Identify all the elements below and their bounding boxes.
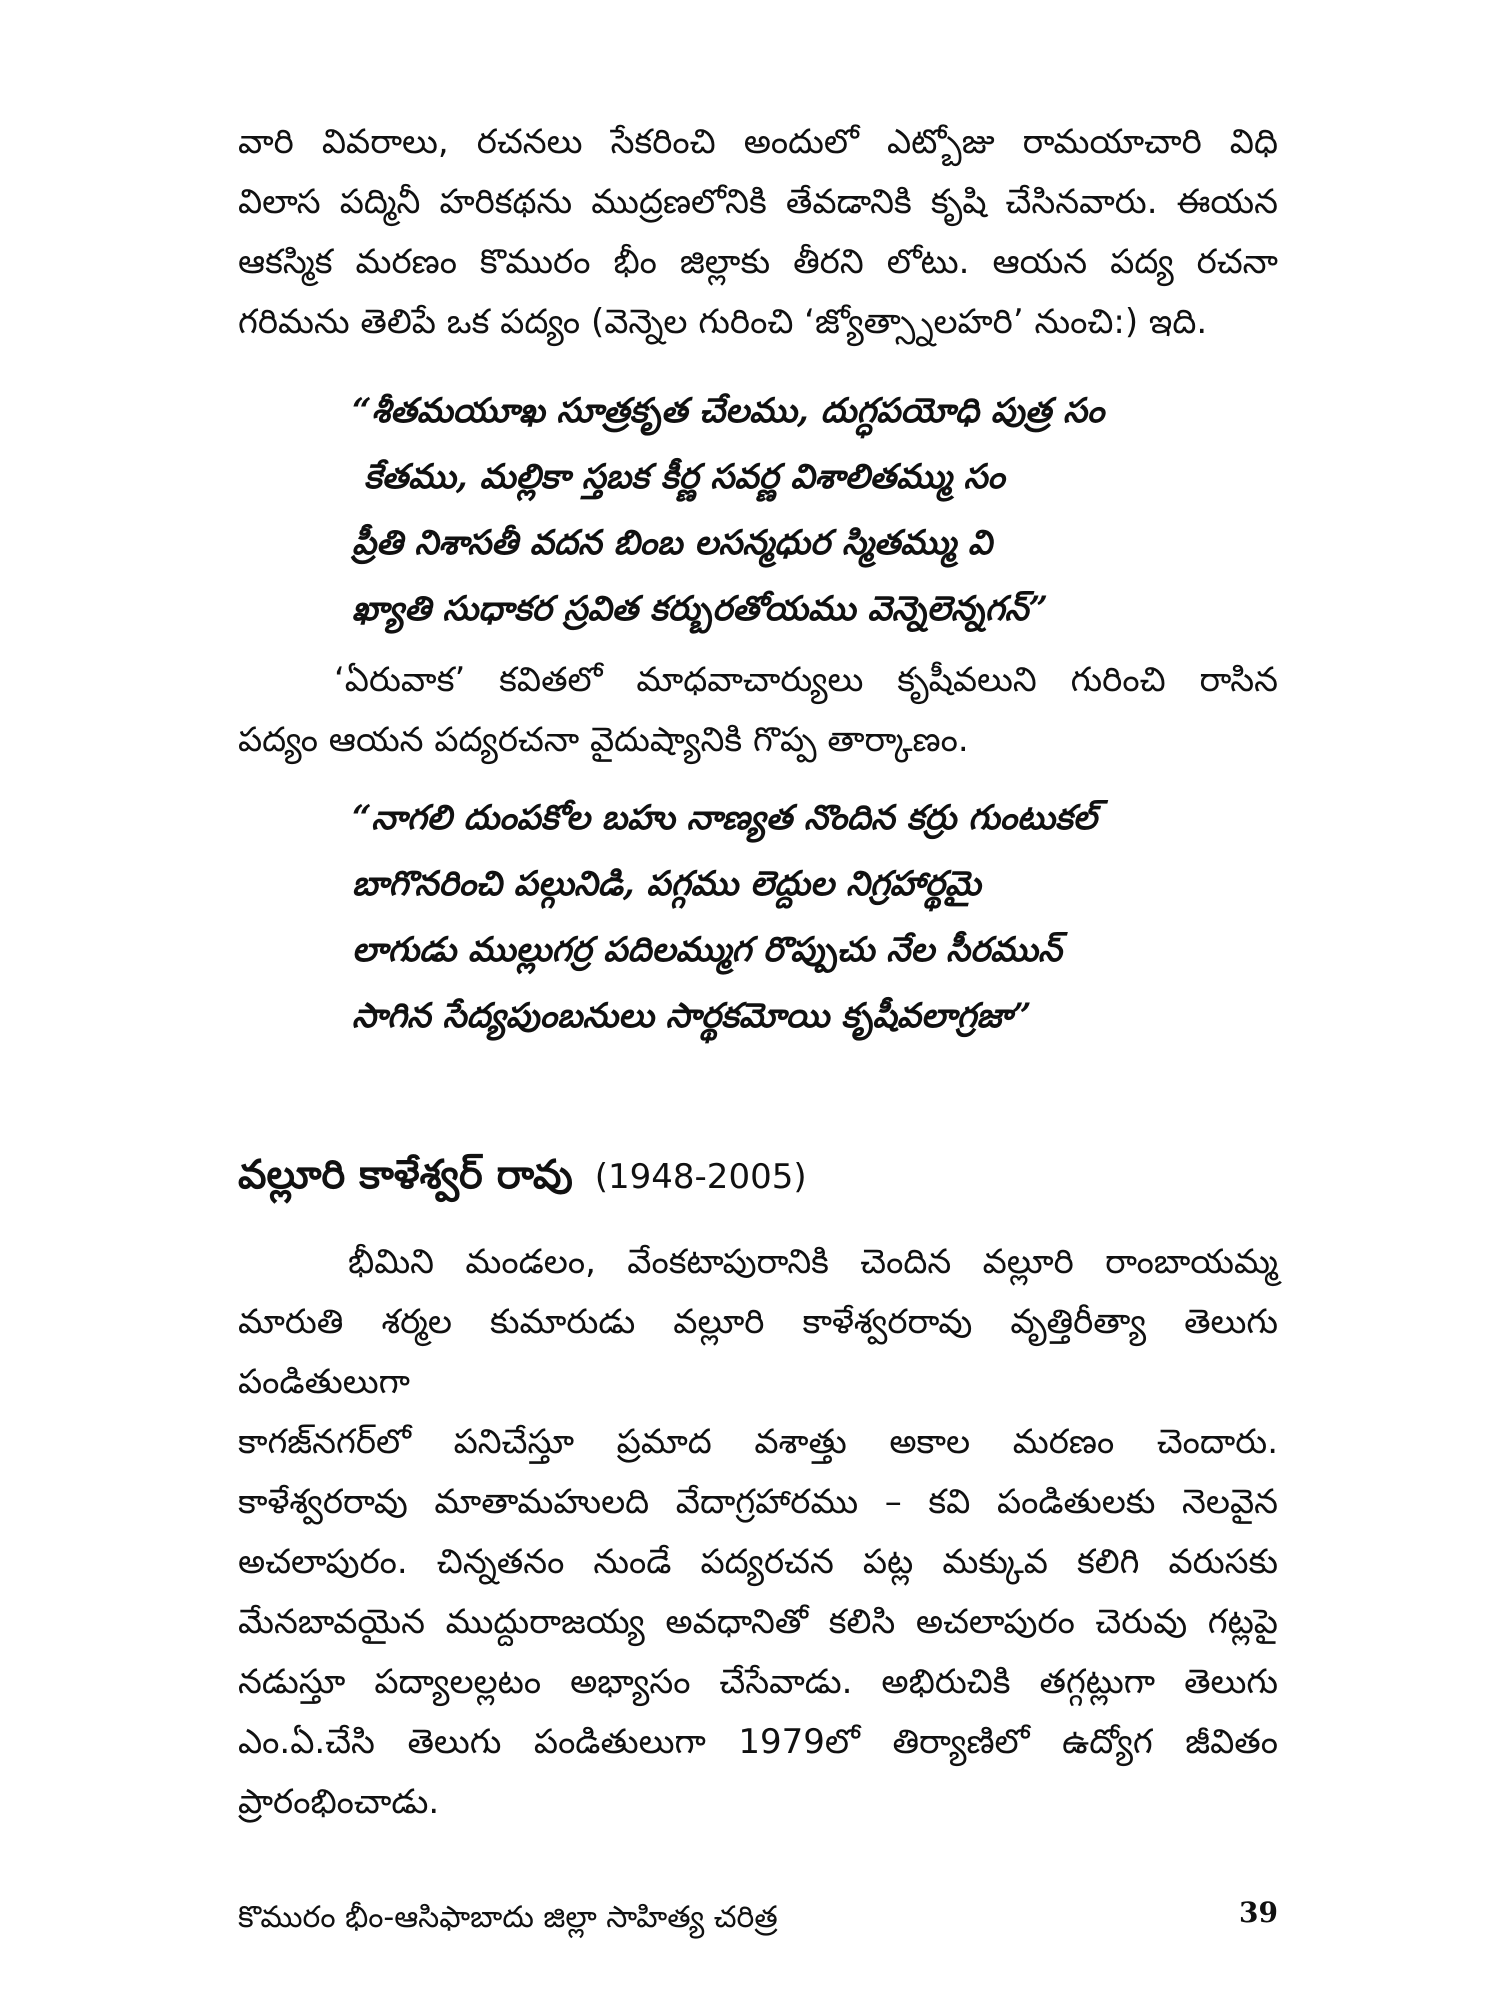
paragraph-line: ప్రారంభించాడు.	[238, 1782, 440, 1822]
poem-eruvaka	[352, 785, 1252, 1049]
paragraph-eruvaka	[238, 650, 1278, 770]
paragraph-biography	[238, 1232, 1278, 1832]
poem-line: లాగుడు ముల్లుగర్ర పదిలమ్ముగ రొప్పుచు నేల సీరమున్	[352, 930, 1062, 970]
paragraph-line: అచలాపురం. చిన్నతనం నుండే పద్యరచన పట్ల మక్కువ కలిగి వరుసకు	[238, 1542, 1278, 1582]
footer-book-title: కొమురం భీం-ఆసిఫాబాదు జిల్లా సాహిత్య చరిత్ర	[238, 1900, 778, 1935]
paragraph-line: గరిమను తెలిపే ఒక పద్యం (వెన్నెల గురించి ‘జ్యోత్స్నాలహరి’ నుంచి:) ఇది.	[238, 302, 1208, 342]
section-heading	[238, 1152, 807, 1208]
poem-line: బాగొనరించి పల్గునిడి, పగ్గము లెద్దుల నిగ్రహార్థమై	[352, 864, 981, 904]
paragraph-line: నడుస్తూ పద్యాలల్లటం అభ్యాసం చేసేవాడు. అభిరుచికి తగ్గట్లుగా తెలుగు	[238, 1662, 1278, 1702]
paragraph-text	[238, 1232, 1278, 1832]
paragraph-line: విలాస పద్మినీ హరికథను ముద్రణలోనికి తేవడానికి కృషి చేసినవారు. ఈయన	[238, 182, 1278, 222]
paragraph-line: పద్యం ఆయన పద్యరచనా వైదుష్యానికి గొప్ప తార్కాణం.	[238, 720, 969, 760]
poem-line: ఖ్యాతి సుధాకర స్రవిత కర్బురతోయము వెన్నెలెన్నగన్”	[352, 589, 1049, 629]
paragraph-line: ‘ఏరువాక’ కవితలో మాధవాచార్యులు కృషీవలుని గురించి రాసిన	[334, 660, 1278, 700]
poem-jyotsnalahari	[352, 378, 1252, 642]
section-years: (1948-2005)	[594, 1157, 807, 1197]
poem-line: కేతము, మల్లికా స్తబక కీర్ణ సవర్ణ విశాలితమ్ము సం	[364, 457, 1005, 497]
paragraph-intro	[238, 112, 1278, 352]
paragraph-line: మారుతి శర్మల కుమారుడు వల్లూరి కాళేశ్వరరావు వృత్తిరీత్యా తెలుగు పండితులుగా	[238, 1302, 1278, 1402]
poem-line: “నాగలి దుంపకోల బహు నాణ్యత నొందిన కర్రు గుంటుకల్	[352, 798, 1097, 838]
poem-line: సాగిన సేద్యపుంబనులు సార్థకమోయి కృషీవలాగ్రజా”	[352, 996, 1032, 1036]
paragraph-line: మేనబావయైన ముద్దురాజయ్య అవధానితో కలిసి అచలాపురం చెరువు గట్లపై	[238, 1602, 1278, 1642]
paragraph-line: కాగజ్‌నగర్‌లో పనిచేస్తూ ప్రమాద వశాత్తు అకాల మరణం చెందారు.	[238, 1422, 1278, 1462]
paragraph-line: ఎం.ఏ.చేసి తెలుగు పండితులుగా 1979లో తిర్యాణిలో ఉద్యోగ జీవితం	[238, 1722, 1278, 1762]
poem-line: ప్రీతి నిశాసతీ వదన బింబ లసన్మధుర స్మితమ్ము వి	[352, 523, 993, 563]
paragraph-text	[238, 112, 1278, 352]
poem-line: “శీతమయూఖ సూత్రకృత చేలము, దుగ్ధపయోధి పుత్ర సం	[352, 391, 1105, 431]
section-title: వల్లూరి కాళేశ్వర్ రావు	[238, 1152, 573, 1198]
paragraph-line: భీమిని మండలం, వేంకటాపురానికి చెందిన వల్లూరి రాంబాయమ్మ	[348, 1242, 1278, 1282]
paragraph-line: కాళేశ్వరరావు మాతామహులది వేదాగ్రహారము – కవి పండితులకు నెలవైన	[238, 1482, 1278, 1522]
paragraph-line: ఆకస్మిక మరణం కొమురం భీం జిల్లాకు తీరని లోటు. ఆయన పద్య రచనా	[238, 242, 1278, 282]
paragraph-line: వారి వివరాలు, రచనలు సేకరించి అందులో ఎట్బోజు రామయాచారి విధి	[238, 122, 1278, 162]
paragraph-text	[238, 650, 1278, 770]
page-number: 39	[1239, 1896, 1278, 1929]
